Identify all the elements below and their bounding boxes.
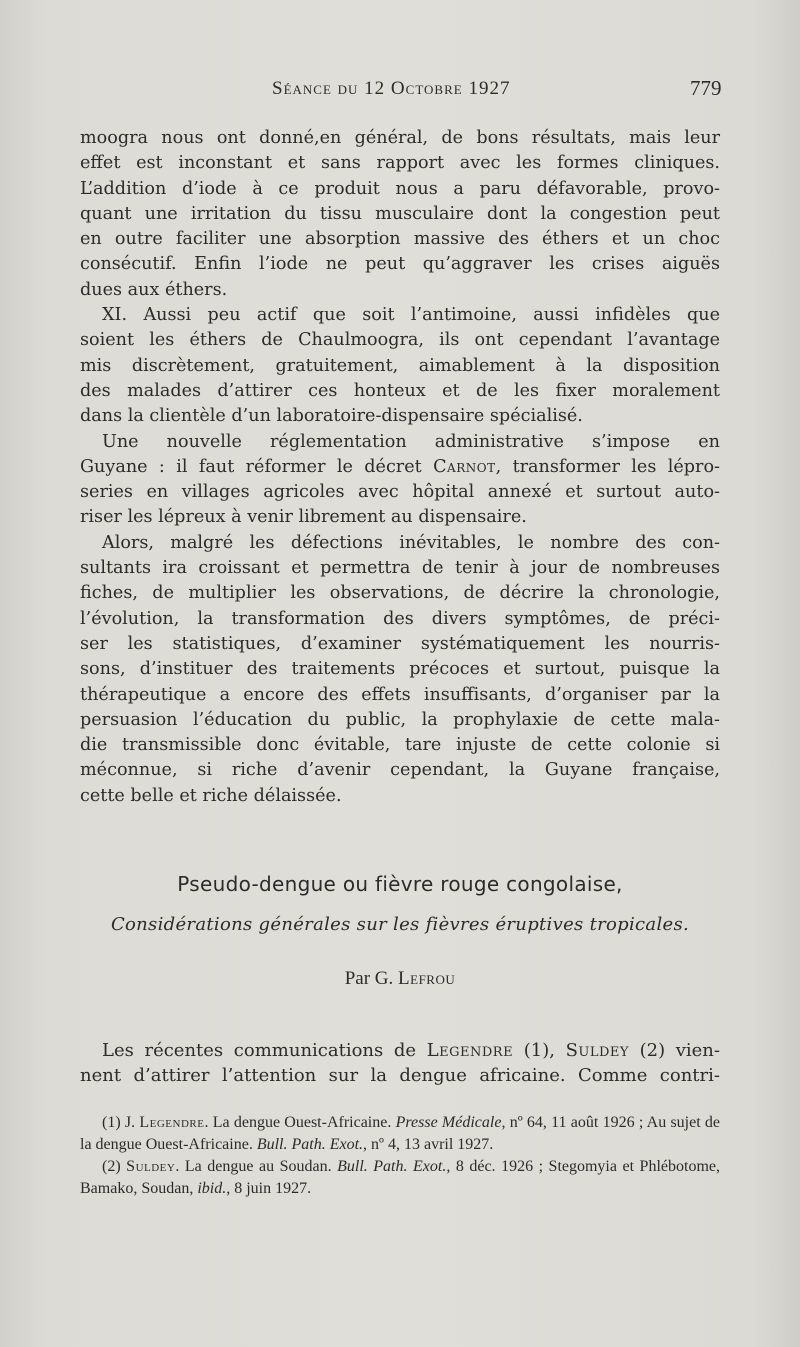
footnotes xyxy=(80,1112,720,1200)
footnote-1 xyxy=(80,1112,720,1156)
text-line: nent d’attirer l’attention sur la dengue africaine. Comme contri- xyxy=(80,1065,720,1087)
article-title: Pseudo-dengue ou fièvre rouge congolaise, xyxy=(177,872,623,896)
text-line: des malades d’attirer ces honteux et de les fixer moralement xyxy=(80,380,720,401)
paragraph-2 xyxy=(80,303,720,429)
text-segment: (2) vien- xyxy=(628,1040,720,1061)
text-line xyxy=(80,1038,720,1063)
paragraph-4 xyxy=(80,531,720,809)
text-line: soient les éthers de Chaulmoogra, ils ont cependant l’avantage xyxy=(80,330,720,351)
text-line: thérapeutique a encore des effets insuffisants, d’organiser par la xyxy=(80,684,720,705)
footnote-text: , 8 juin 1927. xyxy=(226,1180,312,1197)
text-line: consécutif. Enfin l’iode ne peut qu’aggraver les crises aiguës xyxy=(80,254,720,275)
article-author xyxy=(0,968,800,990)
page-number: 779 xyxy=(690,76,722,100)
text-segment: Les récentes communications de xyxy=(102,1040,427,1061)
footnote-text: , 8 déc. 1926 ; Stegomyia et Phlébotome, Bamako, Soudan, xyxy=(80,1158,720,1197)
journal-name: Bull. Path. Exot. xyxy=(337,1158,447,1175)
text-line: l’évolution, la transformation des divers symptômes, de préci- xyxy=(80,608,720,629)
footnote-author: Suldey xyxy=(126,1158,176,1175)
running-header xyxy=(0,72,800,102)
footnote-2 xyxy=(80,1156,720,1200)
article-subtitle: Considérations générales sur les fièvres éruptives tropicales. xyxy=(110,914,690,935)
paragraph-3 xyxy=(80,430,720,531)
text-line: riser les lépreux à venir librement au dispensaire. xyxy=(80,507,527,528)
journal-name: Presse Médicale xyxy=(395,1114,502,1131)
text-line: effet est inconstant et sans rapport avec les formes cliniques. xyxy=(80,153,720,174)
text-segment: , transformer les lépro- xyxy=(495,456,720,477)
footnote-author: Legendre xyxy=(139,1114,205,1131)
text-line xyxy=(80,455,720,480)
text-line: XI. Aussi peu actif que soit l’antimoine, aussi infidèles que xyxy=(102,305,720,326)
text-segment: Guyane : il faut réformer le décret xyxy=(80,456,434,477)
footnote-number: (2) xyxy=(102,1158,127,1175)
text-line: fiches, de multiplier les observations, de décrire la chronologie, xyxy=(80,583,720,604)
footnote-text: . La dengue au Soudan. xyxy=(175,1158,338,1175)
text-line: Alors, malgré les défections inévitables, le nombre des con- xyxy=(102,532,720,553)
article-intro xyxy=(80,1038,720,1089)
text-line: sultants ira croissant et permettra de tenir à jour de nombreuses xyxy=(80,558,720,579)
author-name-carnot: Carnot xyxy=(433,456,496,477)
cited-author-suldey: Suldey xyxy=(565,1040,629,1061)
text-line: en outre faciliter une absorption massive des éthers et un choc xyxy=(80,229,720,250)
footnote-text: , nº 4, 13 avril 1927. xyxy=(363,1136,494,1153)
text-line: persuasion l’éducation du public, la prophylaxie de cette mala- xyxy=(80,709,720,730)
text-line: mis discrètement, gratuitement, aimablement à la disposition xyxy=(80,355,720,376)
footnote-text: . La dengue Ouest-Africaine. xyxy=(204,1114,396,1131)
text-line: dues aux éthers. xyxy=(80,279,228,300)
footnote-text: , nº 64, 11 août 1926 ; Au sujet de la dengue Ouest-Africaine. xyxy=(80,1114,721,1153)
cited-author-legendre: Legendre xyxy=(426,1040,514,1061)
text-line: die transmissible donc évitable, tare injuste de cette colonie si xyxy=(80,735,720,756)
author-name: Lefrou xyxy=(398,968,456,989)
text-line: series en villages agricoles avec hôpital annexé et surtout auto- xyxy=(80,482,720,503)
journal-name: ibid. xyxy=(197,1180,227,1197)
text-line: Une nouvelle réglementation administrative s’impose en xyxy=(102,431,720,452)
paragraph-1 xyxy=(80,126,720,303)
text-line: cette belle et riche délaissée. xyxy=(80,785,342,806)
text-line: L’addition d’iode à ce produit nous a paru défavorable, provo- xyxy=(80,178,720,199)
text-line: méconnue, si riche d’avenir cependant, la Guyane française, xyxy=(80,760,720,781)
text-line: moogra nous ont donné,en général, de bons résultats, mais leur xyxy=(80,128,720,148)
text-line: dans la clientèle d’un laboratoire-dispensaire spécialisé. xyxy=(80,406,583,427)
text-line: ser les statistiques, d’examiner systématiquement les nourris- xyxy=(80,633,720,654)
journal-name: Bull. Path. Exot. xyxy=(256,1136,364,1153)
text-segment: (1), xyxy=(513,1040,566,1061)
text-line: sons, d’instituer des traitements précoces et surtout, puisque la xyxy=(80,659,720,680)
running-title: Séance du 12 Octobre 1927 xyxy=(272,78,511,99)
continuation-text xyxy=(80,126,720,809)
footnote-number: (1) J. xyxy=(102,1114,140,1131)
author-prefix: Par G. xyxy=(344,968,399,989)
text-line: quant une irritation du tissu musculaire dont la congestion peut xyxy=(80,203,720,224)
